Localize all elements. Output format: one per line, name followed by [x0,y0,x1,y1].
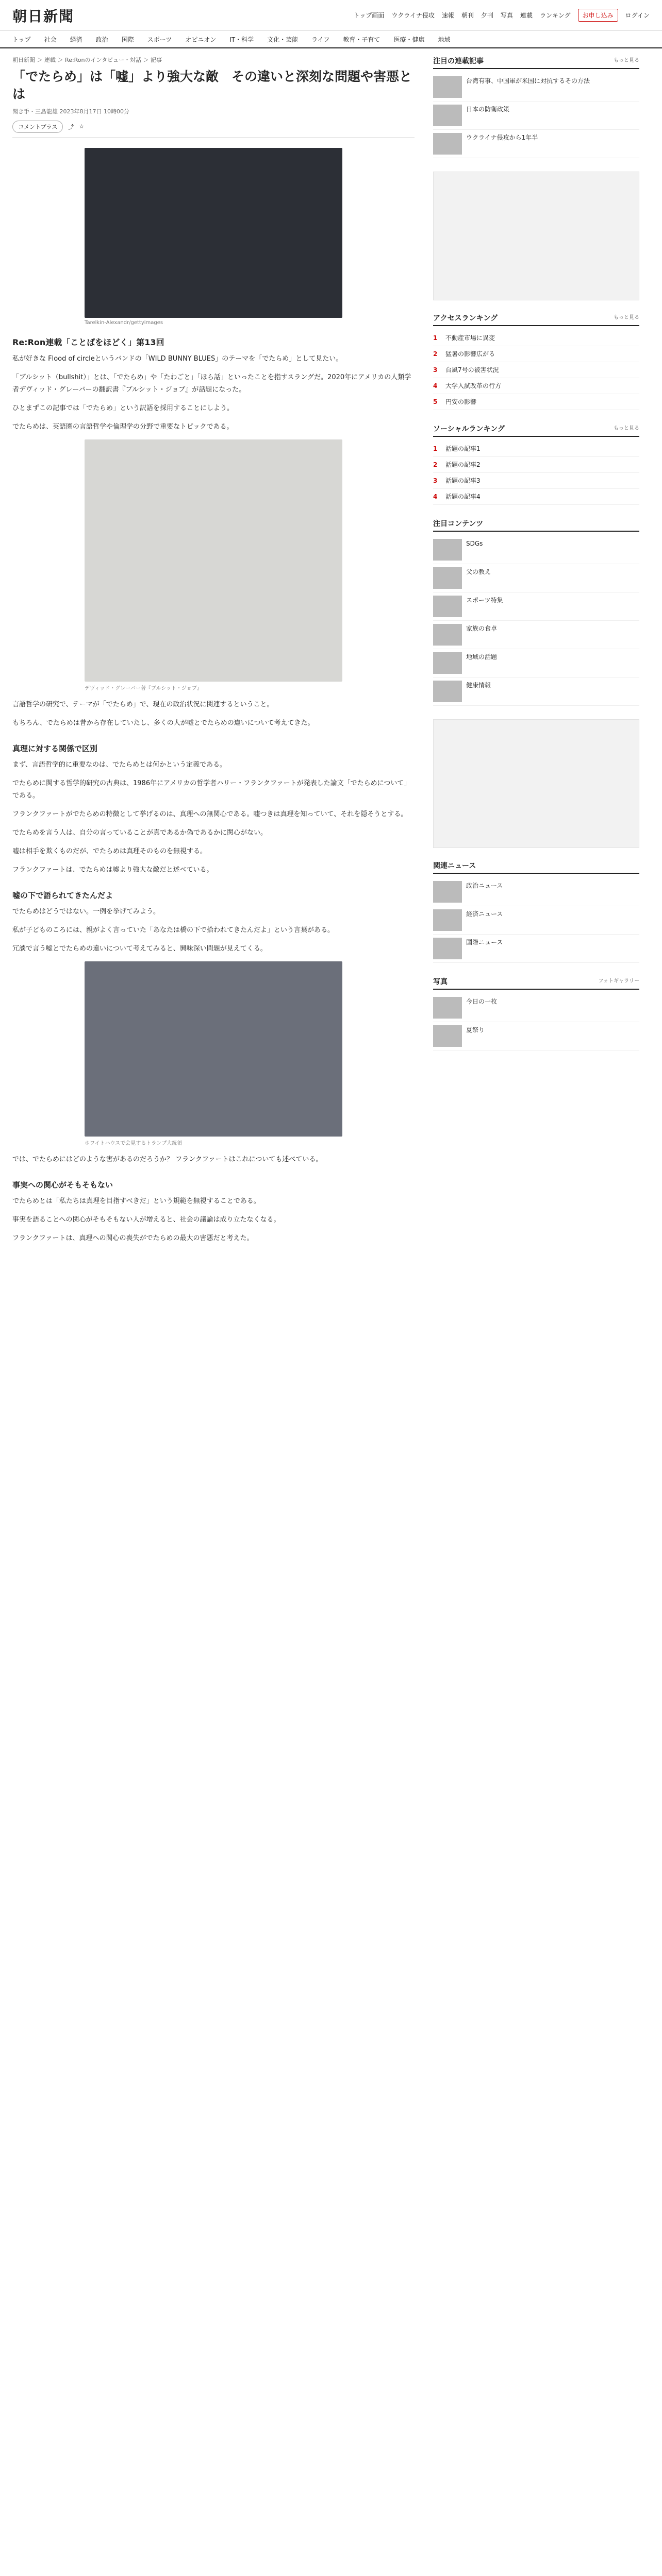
nav-item[interactable]: スポーツ [147,36,172,43]
sidebar-item[interactable] [433,473,639,489]
sidebar-item[interactable] [433,394,639,410]
thumbnail-image [433,624,462,646]
rank-number: 3 [433,477,438,484]
top-link[interactable]: トップ画面 [353,12,385,19]
more-link[interactable]: もっと見る [614,315,639,320]
article-paragraph: でたらめを言う人は、自分の言っていることが真であるか偽であるかに関心がない。 [12,829,268,837]
sidebar-title-text: 注目コンテンツ [433,520,484,528]
thumbnail-image [433,1025,462,1047]
sidebar [433,56,639,1251]
nav-item[interactable]: トップ [12,36,31,43]
comment-plus-button[interactable]: コメントプラス [12,121,63,133]
article-paragraph: ひとまずこの記事では「でたらめ」という訳語を採用することにしよう。 [12,404,234,412]
sidebar-item[interactable] [433,101,639,130]
rank-number: 3 [433,366,438,374]
sidebar-title-text: ソーシャルランキング [433,425,505,433]
rank-number: 2 [433,461,438,468]
top-links [354,9,650,22]
rank-number: 5 [433,398,438,405]
top-link[interactable]: 速報 [441,12,454,19]
sidebar-item[interactable] [433,330,639,346]
main-nav [0,31,662,48]
sidebar-item-label: 夏祭り [466,1026,485,1033]
article-title: 「でたらめ」は「嘘」より強大な敵 その違いと深刻な問題や害悪とは [12,69,412,101]
article-paragraph: 冗談で言う嘘とでたらめの違いについて考えてみると、興味深い問題が見えてくる。 [12,945,267,953]
thumbnail-image [433,596,462,617]
nav-item[interactable]: IT・科学 [229,36,254,43]
more-link[interactable]: もっと見る [614,58,639,63]
sidebar-title-text: 写真 [433,978,448,986]
thumbnail-image [433,909,462,931]
sidebar-item[interactable] [433,592,639,621]
sidebar-item[interactable] [433,906,639,935]
article-paragraph: でたらめとは「私たちは真理を目指すべきだ」という規範を無視することである。 [12,1197,260,1206]
sidebar-item-label: スポーツ特集 [466,597,503,604]
hero-image [85,148,342,318]
thumbnail-image [433,881,462,903]
article-paragraph: 私が好きな Flood of circleというバンドの「WILD BUNNY BLUES」のテーマを「でたらめ」として見たい。 [12,354,343,363]
sidebar-item[interactable] [433,564,639,592]
sidebar-item-label: 父の教え [466,568,491,575]
sidebar-item[interactable] [433,441,639,457]
thumbnail-image [433,681,462,702]
sidebar-item-label: 台湾有事、中国軍が米国に対抗するその方法 [466,77,590,84]
sidebar-item-label: SDGs [466,540,483,547]
sidebar-section [433,976,639,1050]
article-paragraph: まず、言語哲学的に重要なのは、でたらめとは何かという定義である。 [12,760,226,769]
article-paragraph: もちろん、でたらめは昔から存在していたし、多くの人が嘘とでたらめの違いについて考えてきた。 [12,719,315,727]
sidebar-title-text: 関連ニュース [433,862,476,870]
article-paragraph: 嘘は相手を欺くものだが、でたらめは真理そのものを無視する。 [12,848,207,856]
top-link[interactable]: 朝刊 [461,12,474,19]
nav-item[interactable]: 文化・芸能 [267,36,299,43]
sidebar-item[interactable] [433,677,639,706]
article-meta: 聞き手・三島龍雄 2023年8月17日 10時00分 [12,108,129,115]
thumbnail-image [433,133,462,155]
sidebar-section-title [433,976,639,990]
sidebar-section-title [433,313,639,326]
article-paragraph: 「ブルシット（bullshit）」とは、「でたらめ」や「たわごと」「ほら話」といったことを指すスラングだ。2020年にアメリカの人類学者デヴィッド・グレーバーの翻訳書『ブルシット・ジョブ』が話題になった。 [12,373,411,394]
sidebar-item-label: 今日の一枚 [466,998,498,1005]
image-caption: ホワイトハウスで会見するトランプ大統領 [85,1141,183,1147]
sidebar-item[interactable] [433,130,639,158]
sidebar-item-label: 話題の記事3 [445,477,481,484]
series-title: Re:Ron連載「ことばをほどく」第13回 [12,337,164,347]
article-paragraph: でたらめはどうではない。一例を挙げてみよう。 [12,908,160,916]
sidebar-item[interactable] [433,378,639,394]
thumbnail-image [433,652,462,674]
more-link[interactable]: もっと見る [614,426,639,431]
image-caption: Tarelkin-Alexandr/gettyimages [85,319,163,326]
nav-item[interactable]: 社会 [44,36,57,43]
sidebar-item[interactable] [433,649,639,677]
section-heading: 真理に対する関係で区別 [12,743,98,753]
site-header [0,0,662,31]
nav-item[interactable]: ライフ [311,36,330,43]
thumbnail-image [433,539,462,561]
section-heading: 嘘の下で語られてきたんだよ [12,891,113,901]
sidebar-item[interactable] [433,362,639,378]
nav-item[interactable]: 地域 [438,36,451,43]
subscribe-button[interactable]: お申し込み [578,9,618,22]
top-link[interactable]: 写真 [500,12,513,19]
share-icon[interactable]: ⤴ [68,123,74,130]
article-paragraph: 私が子どものころには、親がよく言っていた「あなたは橋の下で拾われてきたんだよ」という言葉がある。 [12,926,335,935]
rank-number: 1 [433,334,438,342]
thumbnail-image [433,997,462,1019]
sidebar-item-label: 話題の記事4 [445,493,481,500]
sidebar-item[interactable] [433,457,639,473]
login-button[interactable]: ログイン [625,12,650,19]
nav-item[interactable]: 政治 [95,36,108,43]
article-paragraph: フランクファートは、真理への関心の喪失がでたらめの最大の害悪だと考えた。 [12,1234,254,1243]
book-cover-image [85,439,342,682]
image-caption: デヴィッド・グレーバー著『ブルシット・ジョブ』 [85,685,202,691]
sidebar-section [433,423,639,505]
site-logo[interactable]: 朝日新聞 [12,7,75,25]
rank-number: 4 [433,493,438,500]
sidebar-item[interactable] [433,935,639,963]
sidebar-item-label: 猛暑の影響広がる [445,350,495,358]
nav-item[interactable]: 医療・健康 [393,36,425,43]
more-link[interactable]: フォトギャラリー [598,978,639,984]
thumbnail-image [433,938,462,959]
article-paragraph: フランクファートがでたらめの特徴として挙げるのは、真理への無関心である。嘘つきは真理を知っていて、それを隠そうとする。 [12,810,408,818]
article [12,56,415,1251]
sidebar-item-label: 日本の防衛政策 [466,106,510,113]
article-paragraph: でたらめは、英語圏の言語哲学や倫理学の分野で重要なトピックである。 [12,422,234,431]
sidebar-item-label: 地域の話題 [466,653,498,660]
sidebar-item[interactable] [433,536,639,564]
sidebar-item[interactable] [433,346,639,362]
top-link[interactable]: ウクライナ侵攻 [391,12,435,19]
article-paragraph: 言語哲学の研究で、テーマが「でたらめ」で、現在の政治状況に関連するということ。 [12,700,274,708]
rank-number: 2 [433,350,438,358]
sidebar-item[interactable] [433,73,639,101]
sidebar-item-label: 不動産市場に異変 [445,334,495,342]
thumbnail-image [433,76,462,98]
breadcrumb[interactable]: 朝日新聞 ＞ 連載 ＞ Re:Ronのインタビュー・対話 ＞ 記事 [12,57,162,63]
sidebar-item-label: 話題の記事1 [445,445,481,452]
sidebar-section-title [433,860,639,874]
sidebar-item-label: 健康情報 [466,682,491,689]
sidebar-item[interactable] [433,1022,639,1050]
thumbnail-image [433,567,462,589]
nav-item[interactable]: 教育・子育て [343,36,380,43]
nav-item[interactable]: 経済 [70,36,82,43]
article-paragraph: でたらめに関する哲学的研究の古典は、1986年にアメリカの哲学者ハリー・フランクファートが発表した論文「でたらめについて」である。 [12,779,411,800]
thumbnail-image [433,105,462,126]
sidebar-section [433,860,639,963]
sidebar-item[interactable] [433,994,639,1022]
article-paragraph: 事実を語ることへの関心がそもそもない人が増えると、社会の議論は成り立たなくなる。 [12,1216,280,1224]
article-tools [12,121,415,138]
sidebar-item-label: 台風7号の被害状況 [445,366,499,374]
rank-number: 1 [433,445,438,452]
top-link[interactable]: 連載 [520,12,533,19]
top-link[interactable]: 夕刊 [481,12,493,19]
sidebar-section-title [433,518,639,532]
sidebar-section [433,313,639,410]
sidebar-section-title [433,423,639,437]
sidebar-section [433,518,639,706]
nav-item[interactable]: 国際 [121,36,134,43]
sidebar-section [433,56,639,158]
sidebar-item-label: 家族の食卓 [466,625,498,632]
ad-slot[interactable] [433,172,639,300]
sidebar-item[interactable] [433,621,639,649]
top-link[interactable]: ランキング [539,12,571,19]
sidebar-title-text: 注目の連載記事 [433,57,484,65]
article-paragraph: では、でたらめにはどのような害があるのだろうか？ フランクファートはこれについても述べている。 [12,1156,323,1164]
sidebar-item-label: 経済ニュース [466,910,503,918]
sidebar-item[interactable] [433,489,639,505]
sidebar-item-label: 大学入試改革の行方 [445,382,502,389]
sidebar-section-title [433,56,639,69]
sidebar-item-label: 国際ニュース [466,939,503,946]
article-paragraph: フランクファートは、でたらめは嘘より強大な敵だと述べている。 [12,866,213,874]
bookmark-icon[interactable]: ☆ [79,123,85,130]
sidebar-item-label: 円安の影響 [445,398,477,405]
nav-item[interactable]: オピニオン [185,36,217,43]
sidebar-item[interactable] [433,878,639,906]
press-conference-image [85,961,342,1137]
rank-number: 4 [433,382,438,389]
sidebar-title-text: アクセスランキング [433,314,498,323]
sidebar-item-label: 話題の記事2 [445,461,481,468]
sidebar-item-label: ウクライナ侵攻から1年半 [466,134,538,141]
sidebar-item-label: 政治ニュース [466,882,503,889]
ad-slot[interactable] [433,719,639,848]
section-heading: 事実への関心がそもそもない [12,1180,113,1190]
